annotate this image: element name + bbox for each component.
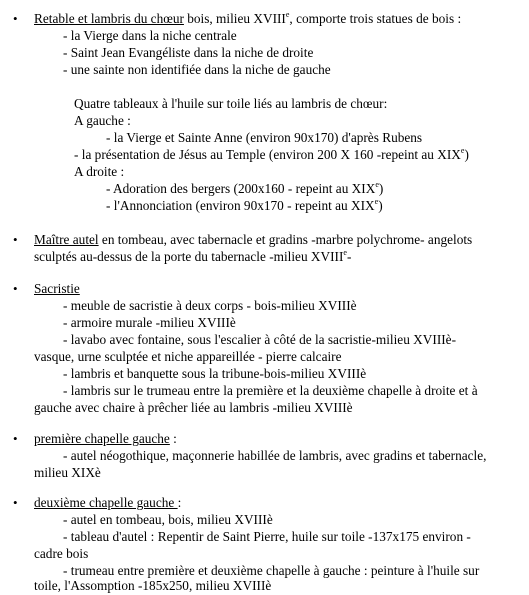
deuxieme-chapelle-line: - autel en tombeau, bois, milieu XVIIIè (63, 512, 273, 527)
maitre-autel-line2-end: - (346, 249, 352, 264)
retable-desc-sup: e (285, 9, 290, 19)
deuxieme-chapelle-title: deuxième chapelle gauche (34, 495, 178, 510)
retable-item: - la Vierge dans la niche centrale (63, 28, 237, 43)
premiere-chapelle-line: - autel néogothique, maçonnerie habillée de lambris, avec gradins et tabernacle, (63, 448, 487, 463)
gauche-label: A gauche : (74, 113, 131, 128)
retable-desc-b: , comporte trois statues de bois : (289, 11, 462, 26)
sacristie-line: - lambris et banquette sous la tribune-bois-milieu XVIIIè (63, 366, 367, 381)
gauche-item-2 (74, 147, 469, 163)
retable-desc-a: bois, milieu XVIII (183, 11, 286, 26)
gauche-item-1: - la Vierge et Sainte Anne (environ 90x170) d'après Rubens (106, 130, 423, 145)
deuxieme-chapelle-colon: : (177, 495, 182, 510)
deuxieme-chapelle-line: - tableau d'autel : Repentir de Saint Pierre, huile sur toile -137x175 environ - (63, 529, 471, 544)
droite-item-2-text: - l'Annonciation (environ 90x170 - repeint au XIX (106, 198, 375, 213)
premiere-chapelle-heading (34, 431, 177, 447)
droite-item-1-sup: e (375, 179, 379, 189)
maitre-autel-line2 (34, 249, 351, 265)
maitre-autel-title: Maître autel (34, 232, 99, 247)
gauche-item-2-text: - la présentation de Jésus au Temple (environ 200 X 160 -repeint au XIX (74, 147, 461, 162)
bullet-sacristie: • (13, 281, 18, 296)
gauche-item-2-sup: e (460, 145, 465, 155)
retable-heading (34, 11, 461, 27)
droite-item-1-end: ) (378, 181, 384, 196)
droite-label: A droite : (74, 164, 125, 179)
bullet-retable: • (13, 11, 18, 26)
droite-item-1 (106, 181, 383, 197)
deuxieme-chapelle-line: cadre bois (34, 546, 89, 561)
sacristie-title: Sacristie (34, 281, 80, 296)
sacristie-line: gauche avec chaire à prêcher liée au lambris -milieu XVIIIè (34, 400, 353, 415)
tableaux-intro: Quatre tableaux à l'huile sur toile liés au lambris de chœur: (74, 96, 388, 111)
sacristie-line: vasque, urne sculptée et niche appareillée - pierre calcaire (34, 349, 342, 364)
sacristie-line: - armoire murale -milieu XVIIIè (63, 315, 236, 330)
premiere-chapelle-line: milieu XIXè (34, 465, 101, 480)
sacristie-line: - lambris sur le trumeau entre la première et la deuxième chapelle à droite et à (63, 383, 478, 398)
sacristie-line: - lavabo avec fontaine, sous l'escalier à côté de la sacristie-milieu XVIIIè- (63, 332, 456, 347)
droite-item-1-text: - Adoration des bergers (200x160 - repeint au XIX (106, 181, 376, 196)
bullet-maitre-autel: • (13, 232, 18, 247)
bullet-premiere-chapelle: • (13, 431, 18, 446)
bullet-deuxieme-chapelle: • (13, 495, 18, 510)
retable-item: - une sainte non identifiée dans la niche de gauche (63, 62, 331, 77)
droite-item-2 (106, 198, 383, 214)
maitre-autel-line2-sup: e (343, 247, 347, 257)
deuxieme-chapelle-line: toile, l'Assomption -185x250, milieu XVIIIè (34, 578, 272, 593)
droite-item-2-sup: e (374, 196, 379, 206)
premiere-chapelle-title: première chapelle gauche (34, 431, 170, 446)
deuxieme-chapelle-line: - trumeau entre première et deuxième chapelle à gauche : peinture à l'huile sur (63, 563, 480, 578)
retable-item: - Saint Jean Evangéliste dans la niche de droite (63, 45, 314, 60)
droite-item-2-end: ) (378, 198, 383, 213)
deuxieme-chapelle-heading (34, 495, 181, 511)
retable-title: Retable et lambris du chœur (34, 11, 184, 26)
maitre-autel-line2-text: sculptés au-dessus de la porte du tabernacle -milieu XVIII (34, 249, 344, 264)
gauche-item-2-end: ) (464, 147, 469, 162)
maitre-autel-line1: en tombeau, avec tabernacle et gradins -marbre polychrome- angelots (98, 232, 473, 247)
maitre-autel-heading (34, 232, 472, 248)
sacristie-line: - meuble de sacristie à deux corps - bois-milieu XVIIIè (63, 298, 357, 313)
premiere-chapelle-colon: : (169, 431, 177, 446)
